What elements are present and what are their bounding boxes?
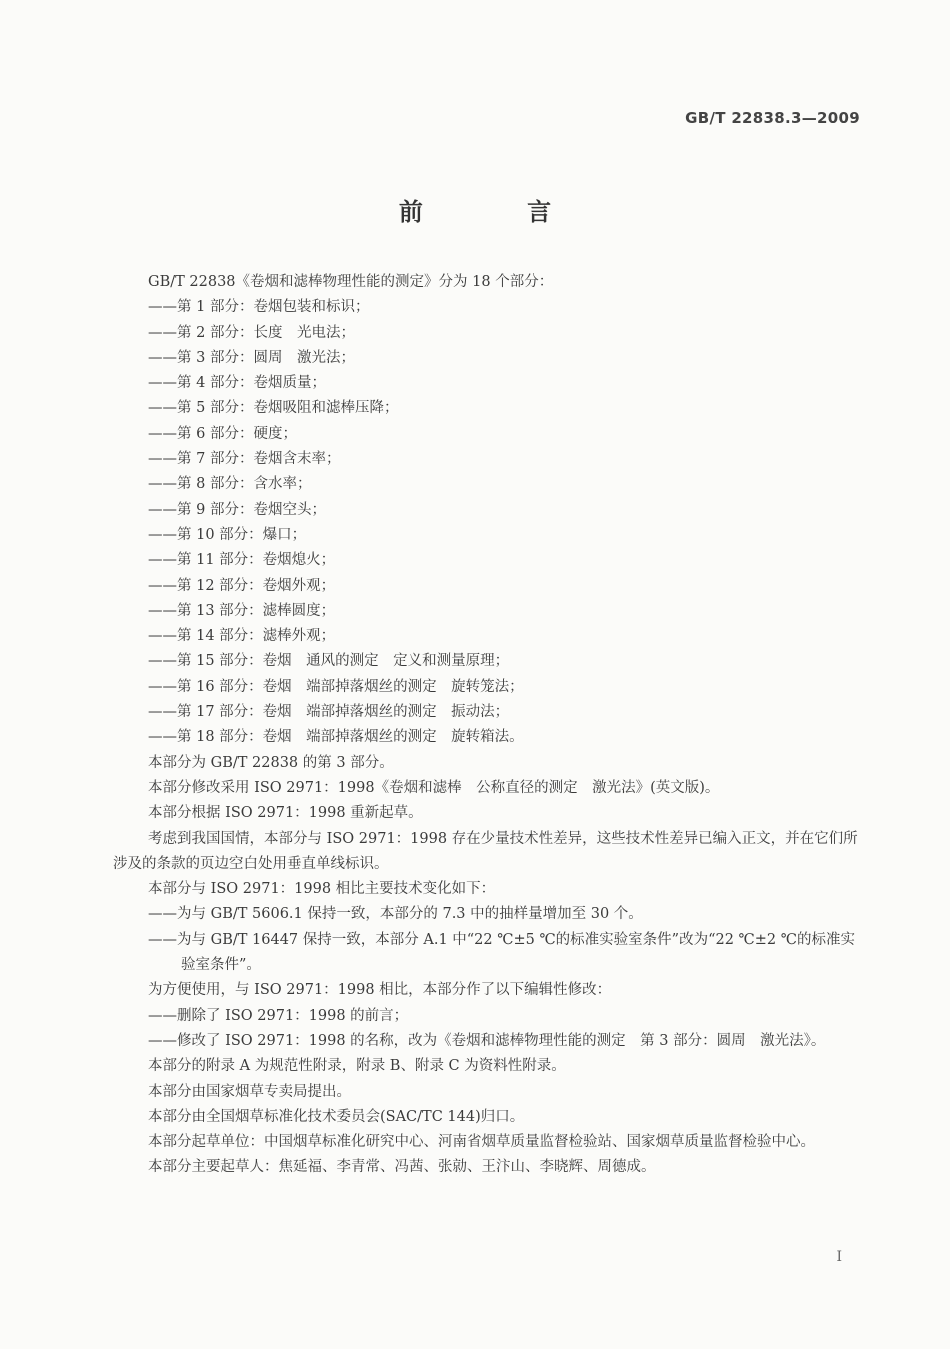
list-item: ——删除了 ISO 2971：1998 的前言； [148,1007,409,1024]
list-item: ——第 4 部分：卷烟质量； [148,375,326,392]
paragraph: 本部分的附录 A 为规范性附录，附录 B、附录 C 为资料性附录。 [148,1058,566,1075]
paragraph: 本部分为 GB/T 22838 的第 3 部分。 [148,754,394,771]
list-item: ——第 6 部分：硬度； [148,425,297,442]
list-item: ——修改了 ISO 2971：1998 的名称，改为《卷烟和滤棒物理性能的测定 第 3 部分：圆周 激光法》。 [148,1032,826,1049]
paragraph: 本部分修改采用 ISO 2971：1998《卷烟和滤棒 公称直径的测定 激光法》(英文版)。 [148,779,720,796]
list-item: ——第 11 部分：卷烟熄火； [148,552,336,569]
list-item: ——第 14 部分：滤棒外观； [148,628,336,645]
list-item: ——第 10 部分：爆口； [148,526,307,543]
list-item: ——为与 GB/T 5606.1 保持一致，本部分的 7.3 中的抽样量增加至 30 个。 [148,906,643,923]
list-item: ——第 17 部分：卷烟 端部掉落烟丝的测定 振动法； [148,704,510,721]
list-item: ——为与 GB/T 16447 保持一致，本部分 A.1 中“22 ℃±5 ℃的标准实验室条件”改为“22 ℃±2 ℃的标准实验室条件”。 [148,931,855,974]
list-item: ——第 5 部分：卷烟吸阻和滤棒压降； [148,400,399,417]
paragraph: 本部分起草单位：中国烟草标准化研究中心、河南省烟草质量监督检验站、国家烟草质量监督检验中心。 [148,1134,815,1151]
list-item: ——第 8 部分：含水率； [148,476,312,493]
list-item: ——第 16 部分：卷烟 端部掉落烟丝的测定 旋转笼法； [148,678,524,695]
paragraph: 为方便使用，与 ISO 2971：1998 相比，本部分作了以下编辑性修改： [148,982,612,999]
list-item: ——第 12 部分：卷烟外观； [148,577,336,594]
parts-intro: GB/T 22838《卷烟和滤棒物理性能的测定》分为 18 个部分： [148,274,554,290]
list-item: ——第 7 部分：卷烟含末率； [148,451,341,468]
standard-code: GB/T 22838.3—2009 [685,109,860,127]
list-item: ——第 15 部分：卷烟 通风的测定 定义和测量原理； [148,653,510,670]
paragraph: 本部分由国家烟草专卖局提出。 [148,1083,351,1100]
list-item: ——第 3 部分：圆周 激光法； [148,349,355,366]
paragraph: 本部分由全国烟草标准化技术委员会(SAC/TC 144)归口。 [148,1108,525,1125]
list-item: ——第 9 部分：卷烟空头； [148,501,326,518]
list-item: ——第 18 部分：卷烟 端部掉落烟丝的测定 旋转箱法。 [148,729,524,746]
page-number: I [836,1249,842,1265]
list-item: ——第 1 部分：卷烟包装和标识； [148,299,370,316]
list-item: ——第 2 部分：长度 光电法； [148,324,355,341]
paragraph: 本部分主要起草人：焦延福、李青常、冯茜、张勍、王汴山、李晓辉、周德成。 [148,1159,656,1176]
paragraph: 本部分根据 ISO 2971：1998 重新起草。 [148,805,423,822]
page-title: 前 言 [398,197,600,226]
foreword-body [113,270,861,1181]
list-item: ——第 13 部分：滤棒圆度； [148,602,336,619]
paragraph: 本部分与 ISO 2971：1998 相比主要技术变化如下： [148,881,496,898]
paragraph: 考虑到我国国情，本部分与 ISO 2971：1998 存在少量技术性差异，这些技术性差异已编入正文，并在它们所涉及的条款的页边空白处用垂直单线标识。 [113,830,858,872]
